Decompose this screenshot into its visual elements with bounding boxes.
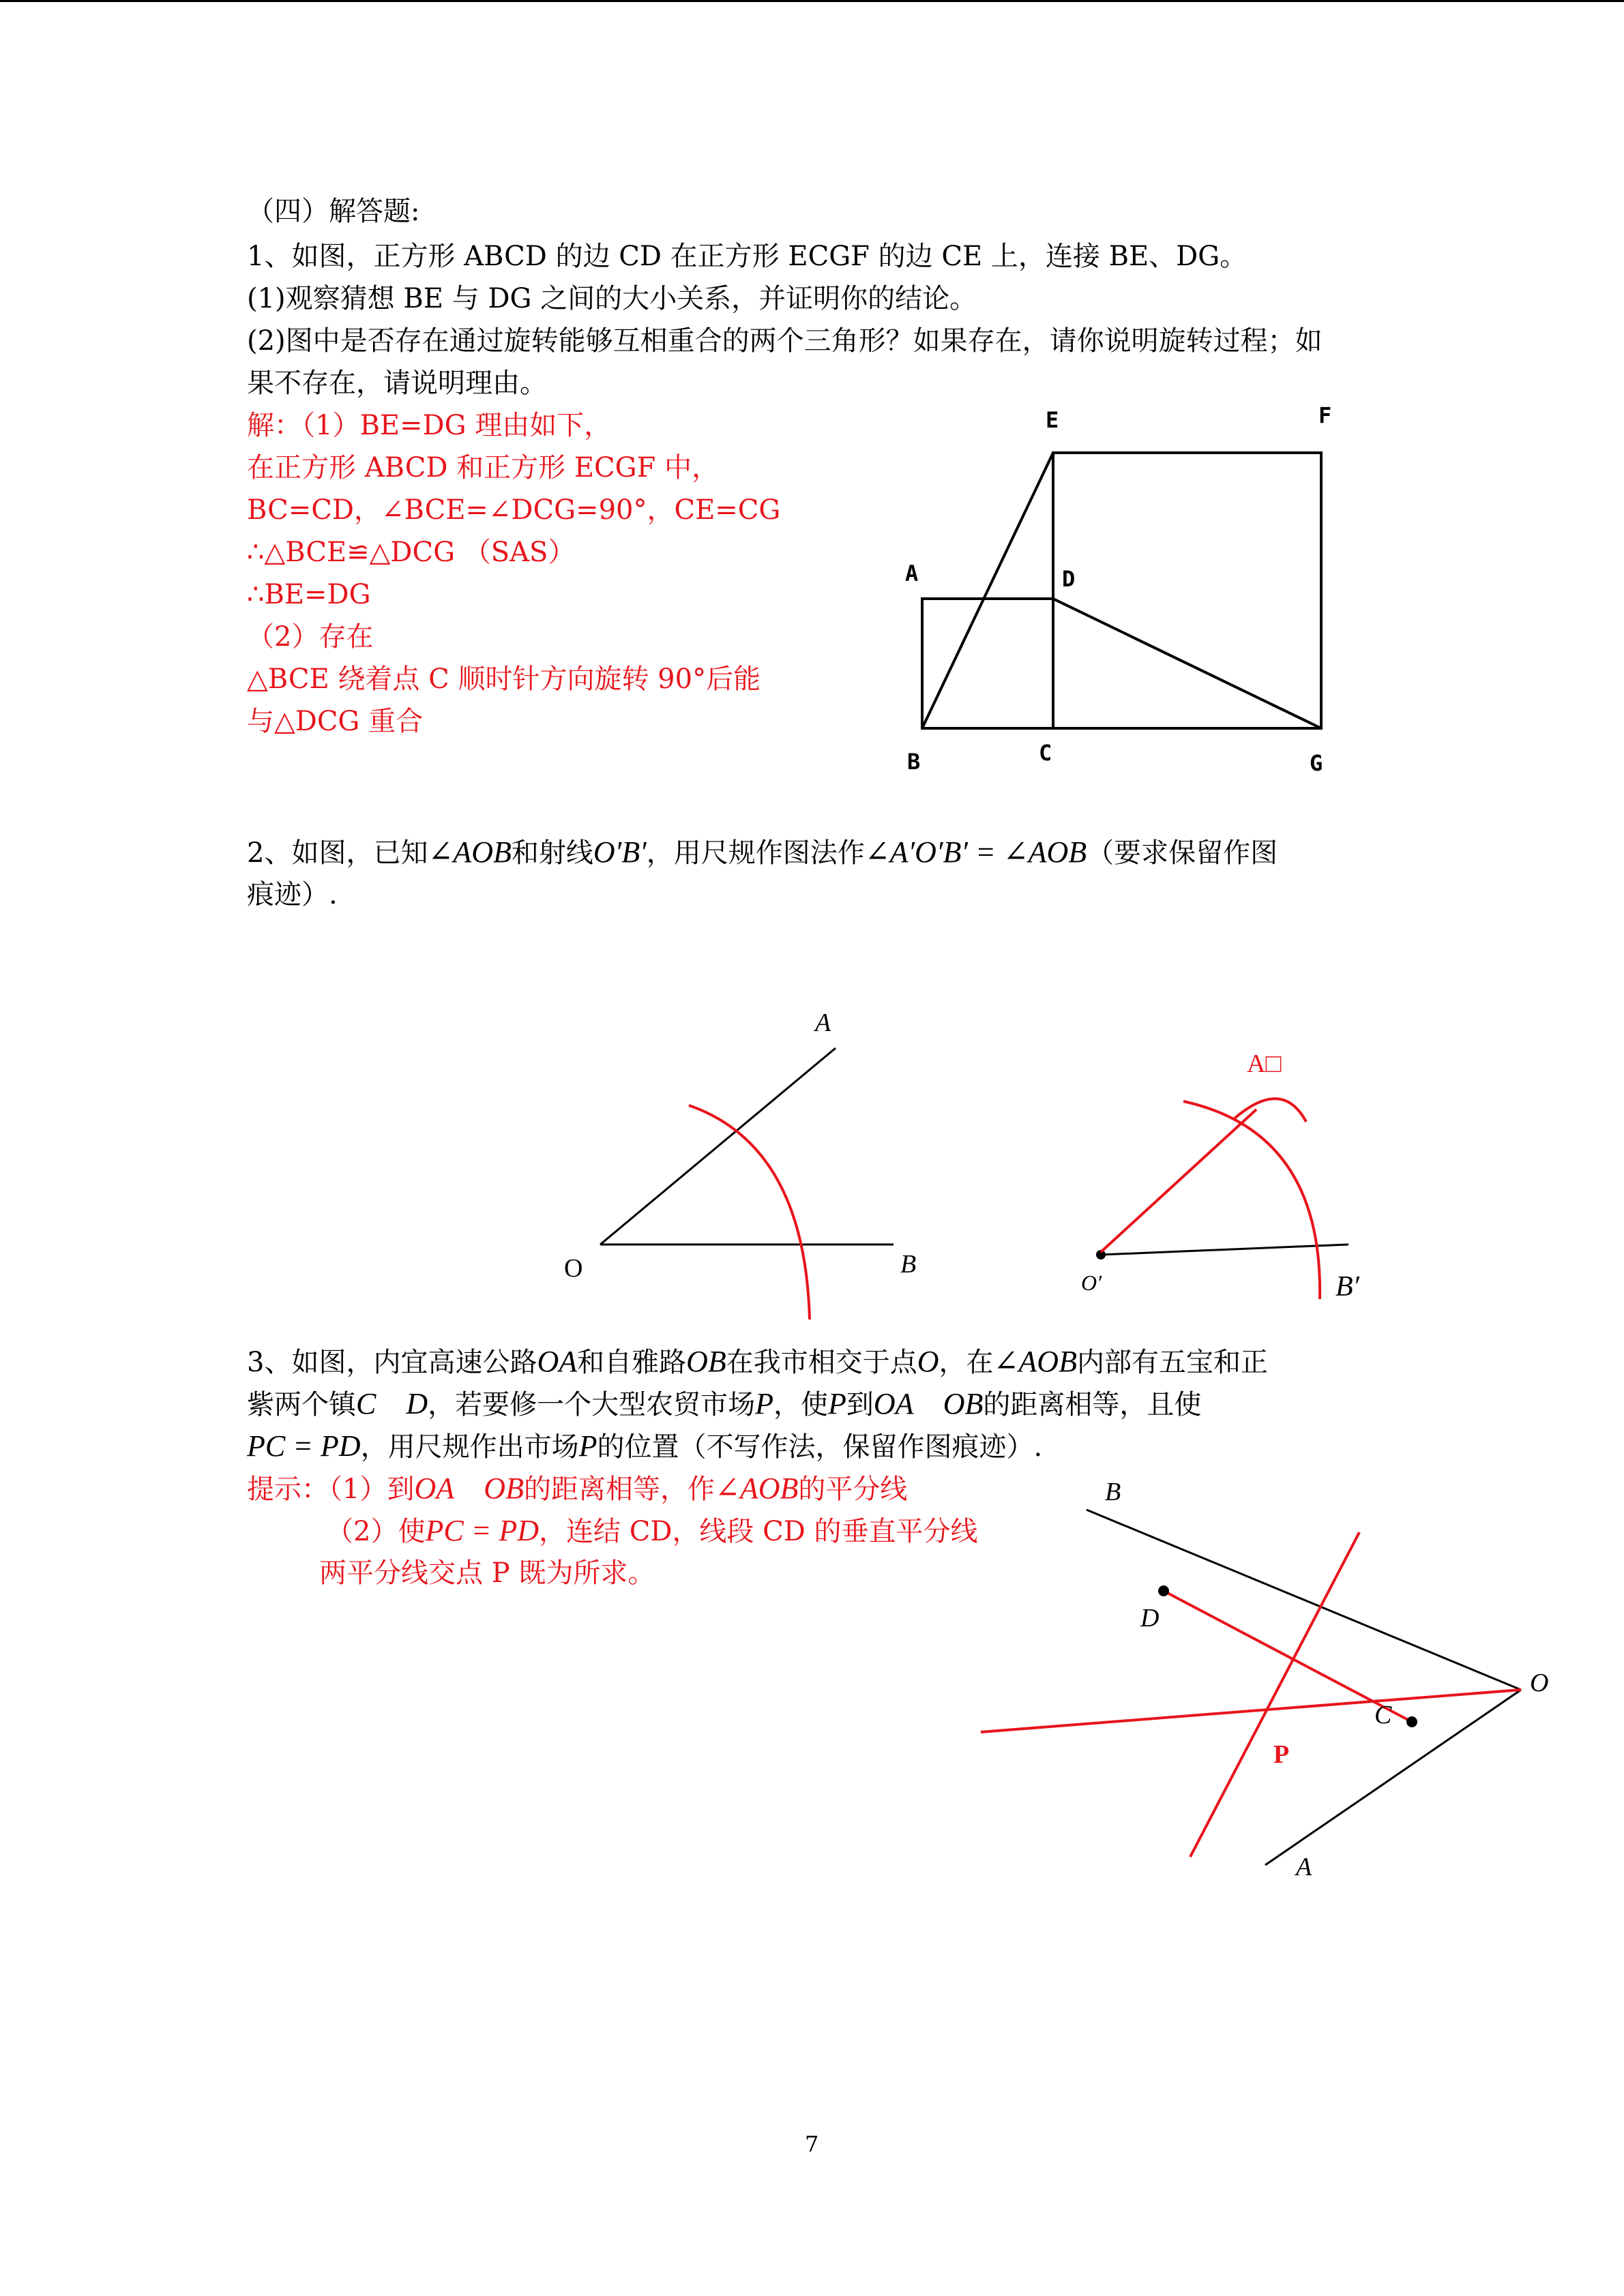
label-o-prime: O′ xyxy=(1081,1270,1102,1295)
label-o: O xyxy=(1530,1669,1549,1697)
q3-math: OA OB xyxy=(873,1387,984,1420)
label-b: B xyxy=(907,749,921,775)
q2-text: （要求保留作图 xyxy=(1087,837,1278,869)
q1-answer-line: ∴BE=DG xyxy=(247,579,371,610)
q1-answer-line: 在正方形 ABCD 和正方形 ECGF 中， xyxy=(247,452,720,483)
q3-math: OA xyxy=(537,1345,578,1378)
q3-hint-text: （2）使 xyxy=(326,1516,426,1547)
label-g: G xyxy=(1310,750,1323,776)
label-d: D xyxy=(1140,1604,1160,1632)
q3-text: 内部有五宝和正 xyxy=(1076,1347,1268,1378)
q3-text: 3、如图，内宜高速公路 xyxy=(247,1347,537,1378)
q3-hint-math: PC = PD xyxy=(425,1514,540,1547)
q3-math: ∠AOB xyxy=(993,1345,1077,1378)
q3-text: 和自雅路 xyxy=(577,1347,687,1378)
q2-text: 和射线 xyxy=(511,837,593,869)
q3-text: 到 xyxy=(846,1389,874,1420)
point-c xyxy=(1406,1716,1417,1727)
q1-part1: (1)观察猜想 BE 与 DG 之间的大小关系，并证明你的结论。 xyxy=(247,283,977,314)
q1-answer-line: △BCE 绕着点 C 顺时针方向旋转 90°后能 xyxy=(247,664,761,695)
q2-math: O′B′ xyxy=(593,835,647,869)
q2-math: ∠A′O′B′ = ∠AOB xyxy=(864,835,1087,869)
label-c: C xyxy=(1039,740,1052,766)
q3-math: P xyxy=(755,1387,774,1420)
q3-math: C D xyxy=(356,1387,428,1420)
label-f: F xyxy=(1318,402,1332,428)
label-p: P xyxy=(1273,1740,1290,1769)
q3-math: P xyxy=(578,1429,597,1463)
q3-math: O xyxy=(917,1345,939,1378)
label-b-prime: B′ xyxy=(1335,1271,1359,1302)
perpendicular-bisector xyxy=(1190,1532,1359,1857)
q3-hint-text: 的距离相等，作 xyxy=(523,1474,715,1505)
label-c: C xyxy=(1374,1701,1392,1729)
section-title: （四）解答题: xyxy=(247,196,420,227)
label-d: D xyxy=(1062,566,1076,592)
q1-answer-line: 与△DCG 重合 xyxy=(247,706,424,737)
q1-stem: 1、如图，正方形 ABCD 的边 CD 在正方形 ECGF 的边 CE 上，连接 BE、DG。 xyxy=(247,241,1247,272)
q1-part2-line1: (2)图中是否存在通过旋转能够互相重合的两个三角形？如果存在，请你说明旋转过程；如 xyxy=(247,325,1323,357)
q1-answer-line: （2）存在 xyxy=(247,621,374,653)
q3-text: 在我市相交于点 xyxy=(726,1347,917,1378)
label-a: A xyxy=(815,1009,831,1037)
q3-text: ，若要修一个大型农贸市场 xyxy=(428,1389,756,1420)
q1-answer-line: BC=CD，∠BCE=∠DCG=90°，CE=CG xyxy=(247,494,781,526)
q2-math: ∠AOB xyxy=(428,835,512,869)
q3-text: 的距离相等，且使 xyxy=(983,1389,1202,1420)
road-ob xyxy=(1087,1510,1521,1690)
label-a: A xyxy=(905,561,919,586)
q1-answer-line: 解：（1）BE=DG 理由如下， xyxy=(247,410,612,441)
label-a: A xyxy=(1296,1853,1312,1881)
point-d xyxy=(1158,1585,1169,1596)
q3-hint-text: 的平分线 xyxy=(798,1474,908,1505)
q3-hint-math: ∠AOB xyxy=(714,1472,799,1505)
road-oa xyxy=(1265,1690,1521,1865)
q1-part2-line2: 果不存在，请说明理由。 xyxy=(247,368,547,399)
q3-math: PC = PD xyxy=(247,1429,361,1463)
label-o: O xyxy=(564,1254,583,1283)
q3-hint3: 两平分线交点 P 既为所求。 xyxy=(319,1557,655,1589)
label-b: B xyxy=(1105,1478,1121,1506)
q3-text: ，在 xyxy=(939,1347,994,1378)
label-b: B xyxy=(900,1250,917,1279)
q3-text: ，使 xyxy=(773,1389,829,1420)
q3-text: ，用尺规作出市场 xyxy=(360,1431,579,1463)
q3-text: 的位置（不写作法，保留作图痕迹）. xyxy=(597,1431,1043,1463)
q3-math: P xyxy=(828,1387,846,1420)
q1-answer-line: ∴△BCE≌△DCG （SAS） xyxy=(247,537,576,568)
page-number: 7 xyxy=(805,2131,819,2157)
q2-text: 2、如图，已知 xyxy=(247,837,428,869)
q2-text: ，用尺规作图法作 xyxy=(646,837,865,869)
q3-math: OB xyxy=(686,1345,726,1378)
q3-hint-text: ，连结 CD，线段 CD 的垂直平分线 xyxy=(539,1516,978,1547)
angle-bisector xyxy=(981,1690,1521,1732)
q3-hint-math: OA OB xyxy=(414,1472,524,1505)
q2-line2: 痕迹）. xyxy=(247,879,338,910)
label-e: E xyxy=(1046,407,1059,433)
q3-hint-text: 提示：（1）到 xyxy=(247,1474,415,1505)
label-a-prime: A□ xyxy=(1247,1049,1282,1078)
q3-text: 紫两个镇 xyxy=(247,1389,356,1420)
